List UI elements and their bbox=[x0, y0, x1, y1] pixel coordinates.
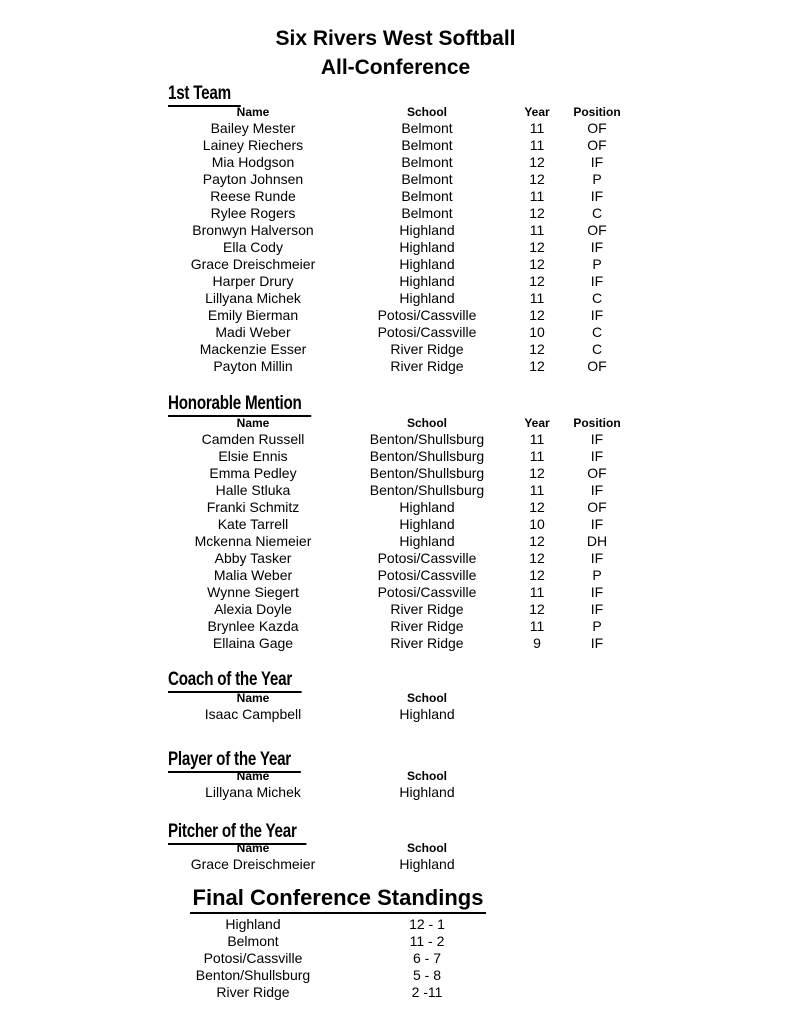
section-heading-honorable-mention: Honorable Mention bbox=[168, 394, 347, 417]
player-school: Highland bbox=[399, 222, 455, 238]
player-position: OF bbox=[587, 499, 607, 515]
player-position: P bbox=[592, 618, 602, 634]
page-title-line1: Six Rivers West Softball bbox=[275, 27, 516, 50]
player-school: Benton/Shullsburg bbox=[369, 448, 485, 464]
table-row bbox=[153, 324, 621, 341]
column-header-position: Position bbox=[573, 105, 621, 119]
player-school: Potosi/Cassville bbox=[377, 324, 477, 340]
standings-school: Belmont bbox=[227, 933, 279, 949]
player-name: Bailey Mester bbox=[210, 120, 296, 136]
section-heading-coach-of-year: Coach of the Year bbox=[168, 670, 335, 693]
player-name: Lillyana Michek bbox=[205, 290, 301, 306]
player-school: Benton/Shullsburg bbox=[369, 465, 485, 481]
coach-of-year-table bbox=[153, 690, 501, 723]
table-row bbox=[153, 358, 621, 375]
player-year: 12 bbox=[529, 307, 545, 323]
table-row bbox=[153, 784, 501, 801]
player-name: Emma Pedley bbox=[209, 465, 297, 481]
table-row bbox=[153, 171, 621, 188]
table-header-row bbox=[153, 840, 501, 856]
player-position: IF bbox=[590, 239, 604, 255]
player-name: Elsie Ennis bbox=[218, 448, 288, 464]
player-year: 12 bbox=[529, 341, 545, 357]
player-school: Highland bbox=[399, 516, 455, 532]
standings-row bbox=[153, 950, 501, 967]
player-year: 12 bbox=[529, 273, 545, 289]
player-name: Malia Weber bbox=[213, 567, 293, 583]
player-position: C bbox=[591, 205, 603, 221]
player-name: Harper Drury bbox=[212, 273, 294, 289]
player-year: 10 bbox=[529, 516, 545, 532]
column-header-school: School bbox=[406, 105, 447, 119]
table-header-row bbox=[153, 104, 621, 120]
player-school: Benton/Shullsburg bbox=[369, 431, 485, 447]
player-year: 12 bbox=[529, 499, 545, 515]
player-school: Highland bbox=[399, 290, 455, 306]
player-school: Belmont bbox=[401, 120, 453, 136]
table-row bbox=[153, 856, 501, 873]
player-year: 10 bbox=[529, 324, 545, 340]
player-name: Lainey Riechers bbox=[202, 137, 304, 153]
column-header-school: School bbox=[406, 416, 447, 430]
player-name: Madi Weber bbox=[215, 324, 291, 340]
column-header-school: School bbox=[406, 841, 447, 855]
section-heading-pitcher-of-year: Pitcher of the Year bbox=[168, 822, 341, 845]
table-row bbox=[153, 273, 621, 290]
standings-record: 11 - 2 bbox=[409, 933, 445, 949]
player-school: Highland bbox=[399, 256, 455, 272]
table-header-row bbox=[153, 768, 501, 784]
award-winner-school: Highland bbox=[399, 784, 455, 800]
player-school: Belmont bbox=[401, 137, 453, 153]
table-row bbox=[153, 618, 621, 635]
player-year: 11 bbox=[529, 188, 545, 204]
player-position: P bbox=[592, 256, 602, 272]
player-position: C bbox=[591, 341, 603, 357]
standings-record: 2 -11 bbox=[411, 984, 443, 1000]
player-position: IF bbox=[590, 307, 604, 323]
table-row bbox=[153, 601, 621, 618]
table-row bbox=[153, 290, 621, 307]
player-year: 12 bbox=[529, 154, 545, 170]
player-name: Payton Millin bbox=[213, 358, 293, 374]
player-name: Brynlee Kazda bbox=[207, 618, 299, 634]
player-year: 11 bbox=[529, 584, 545, 600]
standings-school: River Ridge bbox=[216, 984, 290, 1000]
player-school: River Ridge bbox=[390, 358, 464, 374]
section-heading-player-of-year: Player of the Year bbox=[168, 750, 334, 773]
player-school: River Ridge bbox=[390, 635, 464, 651]
player-position: OF bbox=[587, 120, 607, 136]
standings-table bbox=[153, 916, 501, 1001]
player-position: P bbox=[592, 171, 602, 187]
player-name: Grace Dreischmeier bbox=[190, 256, 316, 272]
player-name: Kate Tarrell bbox=[217, 516, 289, 532]
player-position: OF bbox=[587, 358, 607, 374]
table-row bbox=[153, 482, 621, 499]
player-year: 11 bbox=[529, 448, 545, 464]
award-winner-name: Grace Dreischmeier bbox=[190, 856, 316, 872]
table-row bbox=[153, 431, 621, 448]
player-school: Belmont bbox=[401, 171, 453, 187]
player-school: Belmont bbox=[401, 154, 453, 170]
table-row bbox=[153, 635, 621, 652]
award-winner-school: Highland bbox=[399, 706, 455, 722]
player-name: Camden Russell bbox=[201, 431, 305, 447]
player-year: 12 bbox=[529, 205, 545, 221]
table-row bbox=[153, 188, 621, 205]
table-row bbox=[153, 567, 621, 584]
column-header-name: Name bbox=[236, 769, 270, 783]
player-position: IF bbox=[590, 273, 604, 289]
standings-row bbox=[153, 967, 501, 984]
player-year: 11 bbox=[529, 618, 545, 634]
player-position: DH bbox=[586, 533, 608, 549]
standings-row bbox=[153, 916, 501, 933]
player-year: 12 bbox=[529, 358, 545, 374]
player-name: Ella Cody bbox=[223, 239, 283, 255]
standings-row bbox=[153, 984, 501, 1001]
player-year: 12 bbox=[529, 601, 545, 617]
player-position: IF bbox=[590, 188, 604, 204]
player-school: River Ridge bbox=[390, 601, 464, 617]
table-row bbox=[153, 205, 621, 222]
player-year: 11 bbox=[529, 222, 545, 238]
standings-row bbox=[153, 933, 501, 950]
table-row bbox=[153, 137, 621, 154]
player-year: 9 bbox=[533, 635, 541, 651]
player-school: Potosi/Cassville bbox=[377, 550, 477, 566]
column-header-year: Year bbox=[524, 416, 550, 430]
player-name: Ellaina Gage bbox=[212, 635, 294, 651]
table-row bbox=[153, 448, 621, 465]
player-year: 12 bbox=[529, 465, 545, 481]
page-title-line2: All-Conference bbox=[320, 56, 471, 79]
award-winner-name: Isaac Campbell bbox=[204, 706, 302, 722]
table-row bbox=[153, 533, 621, 550]
table-row bbox=[153, 222, 621, 239]
player-name: Wynne Siegert bbox=[207, 584, 299, 600]
table-row bbox=[153, 550, 621, 567]
player-name: Mackenzie Esser bbox=[199, 341, 307, 357]
player-year: 12 bbox=[529, 256, 545, 272]
player-position: IF bbox=[590, 431, 604, 447]
player-school: Belmont bbox=[401, 205, 453, 221]
table-row bbox=[153, 516, 621, 533]
standings-school: Potosi/Cassville bbox=[203, 950, 303, 966]
player-position: C bbox=[591, 290, 603, 306]
player-school: Highland bbox=[399, 273, 455, 289]
player-school: Highland bbox=[399, 499, 455, 515]
column-header-school: School bbox=[406, 769, 447, 783]
table-row bbox=[153, 706, 501, 723]
player-name: Rylee Rogers bbox=[210, 205, 296, 221]
player-school: River Ridge bbox=[390, 341, 464, 357]
player-year: 12 bbox=[529, 533, 545, 549]
player-school: Highland bbox=[399, 533, 455, 549]
section-heading-first-team: 1st Team bbox=[168, 84, 259, 107]
player-position: IF bbox=[590, 448, 604, 464]
player-year: 11 bbox=[529, 431, 545, 447]
player-school: River Ridge bbox=[390, 618, 464, 634]
player-year: 12 bbox=[529, 239, 545, 255]
table-row bbox=[153, 239, 621, 256]
player-name: Mckenna Niemeier bbox=[194, 533, 312, 549]
player-position: C bbox=[591, 324, 603, 340]
player-position: OF bbox=[587, 465, 607, 481]
player-position: OF bbox=[587, 222, 607, 238]
player-year: 11 bbox=[529, 482, 545, 498]
player-year: 12 bbox=[529, 567, 545, 583]
table-row bbox=[153, 307, 621, 324]
first-team-table bbox=[153, 104, 621, 375]
player-of-year-table bbox=[153, 768, 501, 801]
player-year: 12 bbox=[529, 550, 545, 566]
table-row bbox=[153, 256, 621, 273]
player-position: IF bbox=[590, 635, 604, 651]
player-name: Mia Hodgson bbox=[211, 154, 295, 170]
player-position: IF bbox=[590, 550, 604, 566]
player-position: IF bbox=[590, 154, 604, 170]
table-row bbox=[153, 341, 621, 358]
player-name: Emily Bierman bbox=[207, 307, 299, 323]
player-school: Belmont bbox=[401, 188, 453, 204]
player-year: 12 bbox=[529, 171, 545, 187]
player-school: Benton/Shullsburg bbox=[369, 482, 485, 498]
award-winner-school: Highland bbox=[399, 856, 455, 872]
column-header-name: Name bbox=[236, 691, 270, 705]
standings-record: 12 - 1 bbox=[409, 916, 445, 932]
column-header-name: Name bbox=[236, 105, 270, 119]
standings-school: Highland bbox=[225, 916, 281, 932]
player-school: Highland bbox=[399, 239, 455, 255]
player-school: Potosi/Cassville bbox=[377, 584, 477, 600]
player-name: Alexia Doyle bbox=[214, 601, 292, 617]
player-position: OF bbox=[587, 137, 607, 153]
player-year: 11 bbox=[529, 290, 545, 306]
player-position: IF bbox=[590, 516, 604, 532]
player-name: Bronwyn Halverson bbox=[192, 222, 314, 238]
player-name: Franki Schmitz bbox=[206, 499, 300, 515]
player-position: IF bbox=[590, 584, 604, 600]
column-header-school: School bbox=[406, 691, 447, 705]
standings-record: 5 - 8 bbox=[412, 967, 441, 983]
table-row bbox=[153, 154, 621, 171]
player-name: Halle Stluka bbox=[215, 482, 291, 498]
pitcher-of-year-table bbox=[153, 840, 501, 873]
table-row bbox=[153, 465, 621, 482]
player-position: IF bbox=[590, 601, 604, 617]
column-header-position: Position bbox=[573, 416, 621, 430]
player-year: 11 bbox=[529, 120, 545, 136]
player-school: Potosi/Cassville bbox=[377, 307, 477, 323]
player-name: Abby Tasker bbox=[214, 550, 292, 566]
player-position: P bbox=[592, 567, 602, 583]
player-name: Reese Runde bbox=[210, 188, 296, 204]
table-row bbox=[153, 120, 621, 137]
table-row bbox=[153, 584, 621, 601]
standings-school: Benton/Shullsburg bbox=[195, 967, 311, 983]
table-header-row bbox=[153, 415, 621, 431]
column-header-year: Year bbox=[524, 105, 550, 119]
column-header-name: Name bbox=[236, 416, 270, 430]
player-school: Potosi/Cassville bbox=[377, 567, 477, 583]
honorable-mention-table bbox=[153, 415, 621, 652]
standings-record: 6 - 7 bbox=[412, 950, 441, 966]
standings-title: Final Conference Standings bbox=[153, 886, 523, 914]
column-header-name: Name bbox=[236, 841, 270, 855]
table-row bbox=[153, 499, 621, 516]
player-name: Payton Johnsen bbox=[202, 171, 304, 187]
table-header-row bbox=[153, 690, 501, 706]
player-position: IF bbox=[590, 482, 604, 498]
player-year: 11 bbox=[529, 137, 545, 153]
award-winner-name: Lillyana Michek bbox=[205, 784, 301, 800]
